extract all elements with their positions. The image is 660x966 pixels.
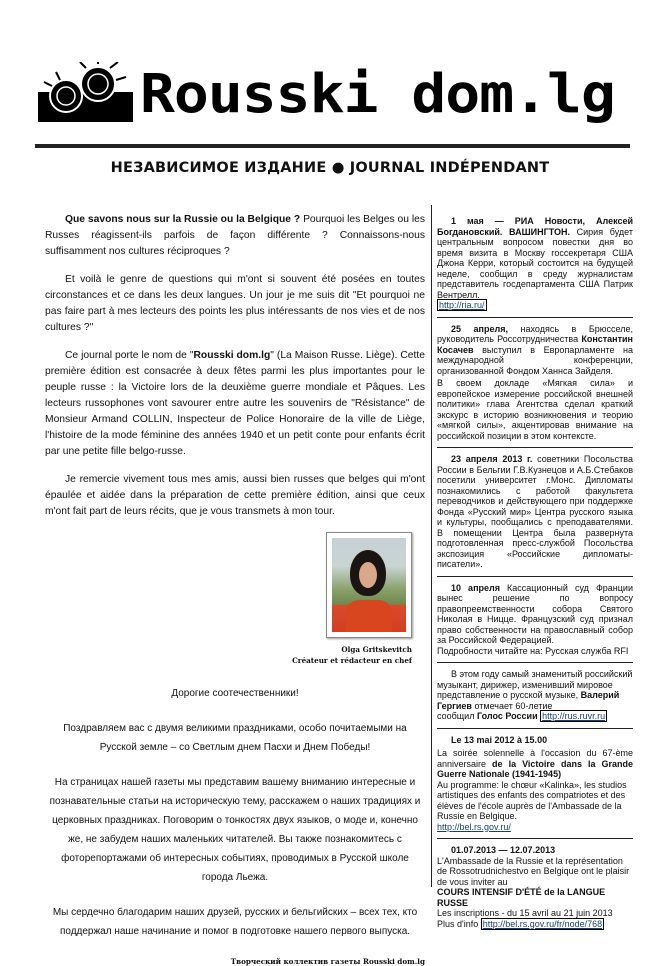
masthead-title: Rousski dom.lg xyxy=(140,62,615,125)
paragraph xyxy=(45,212,425,260)
greeting: Дорогие соотечественники! xyxy=(171,688,299,699)
tagline: НЕЗАВИСИМОЕ ИЗДАНИЕ ● JOURNAL INDÉPENDANT xyxy=(110,160,550,176)
paragraph: Je remercie vivement tous mes amis, aussi bien russes que belges qui m'ont épaulée et aidée dans la préparation de cette première édition, ainsi que ceux m'ont fait part de leurs récits, que je vous transmets à mon tour. xyxy=(45,474,425,517)
paragraph: Мы сердечно благодарим наших друзей, русских и бельгийских – всех тех, кто поддержал наше начинание и помог в подготовке нашего первого выпуска. xyxy=(52,907,418,937)
news-item xyxy=(437,210,633,318)
author-name: Olga Gritskevitch xyxy=(341,645,412,654)
header-rule xyxy=(35,144,630,148)
news-source: Голос России xyxy=(476,711,538,721)
news-lead: 23 апреля 2013 г. xyxy=(451,454,533,464)
news-person: Константин Косачев xyxy=(437,334,633,355)
news-bold: de la Victoire dans la Grande Guerre Nationale xyxy=(437,758,633,779)
news-text: сообщил xyxy=(437,711,477,721)
news-text: находясь в Брюсселе, руководитель Россотрудничества xyxy=(437,323,633,344)
news-text: В этом году самый знаменитый российский музыкант, дирижер, изменивший мировое представление о русской музыке, xyxy=(437,669,633,700)
news-item xyxy=(437,448,633,577)
news-text: Plus d'info xyxy=(437,918,481,929)
news-text: Сирия будет центральным вопросом повестки дня во время визита в Москву госсекретаря США Джона Керри, который состоится на будущей неделе, сообщил в среду журналистам представитель госдепартамента США Патрик Вентрелл. xyxy=(437,226,633,300)
news-item xyxy=(437,577,633,664)
paragraph xyxy=(45,348,425,460)
author-photo xyxy=(326,532,412,638)
author-role: Créateur et rédacteur en chef xyxy=(292,656,412,665)
news-link[interactable]: http://ria.ru/ xyxy=(439,300,485,310)
text: Ce journal porte le nom de " xyxy=(65,350,194,361)
news-heading: Le 13 mai 2012 à 15.00 xyxy=(451,734,548,745)
text: Pourquoi les Belges ou les Russes réagissent-ils parfois de façon différente ? Connaissons-nous suffisamment nos cultures réciproques ? xyxy=(45,214,425,257)
journal-name: Rousski dom.lg xyxy=(193,350,271,361)
news-item xyxy=(437,839,633,935)
news-column xyxy=(437,210,633,935)
news-text: выступил в Европарламенте на международной конференции, организованной Фондом Ханнса Зайделя. xyxy=(437,344,633,376)
photo-caption xyxy=(292,644,412,666)
news-text: Подробности читайте на: Русская служба RFI xyxy=(437,645,629,656)
news-item xyxy=(437,318,633,449)
news-lead: 10 апреля xyxy=(451,582,500,593)
news-link[interactable]: http://bel.rs.gov.ru/ xyxy=(437,821,511,832)
news-person: Валерий Гергиев xyxy=(437,690,620,711)
news-text: Кассационный суд Франции вынес решение по вопросу правопреемственности собора Святого Николая в Ницце. Французский суд признал право собственности на православный собор за Российской Федерацией. xyxy=(437,582,633,645)
news-lead: 25 апреля, xyxy=(451,323,508,334)
author-block xyxy=(45,532,425,666)
logo-emblem xyxy=(38,62,133,122)
news-text: Au programme: le chœur «Kalinka», les studios artistiques des enfants des compatriotes et des élèves de l'école auprès de l'Ambassade de la Russie en Belgique. xyxy=(437,779,627,821)
news-text: La soirée solennelle à l'occasion du 67-ème anniversaire xyxy=(437,748,633,769)
editorial-french xyxy=(45,212,425,520)
news-text: отмечает 60-летие xyxy=(471,700,553,711)
paragraph: Et voilà le genre de questions qui m'ont si souvent été posées en toutes circonstances et ce dans les deux langues. Un jour je me suis dit "Et pourquoi ne pas faire part à mes lecteurs des points les plus intéressants de nos vies et de nos cultures ?" xyxy=(45,274,425,333)
news-heading: 01.07.2013 — 12.07.2013 xyxy=(451,845,556,855)
news-link[interactable]: http://rus.ruvr.ru xyxy=(542,711,606,721)
paragraph: Поздравляем вас с двумя великими праздниками, особо почитаемыми на Русской земле – со Светлым днем Пасхи и Днем Победы! xyxy=(63,723,407,753)
news-text: советники Посольства России в Бельгии Г.В.Кузнецов и А.Б.Стебаков посетили университет г.Монс. Дипломаты познакомились с работой факультета переводчиков и действующего при поддержке Фонда «Русский мир» Центра русского языка и культуры, пообщались с преподавателями. В помещении Центра была развернута подготовленная пресс-службой Посольства экспозиция «Российские дипломаты-писатели». xyxy=(437,454,633,569)
signature: Творческий коллектив газеты Rousski dom.lg xyxy=(230,957,425,966)
news-bold: COURS INTENSIF D'ÉTÉ de la LANGUE RUSSE xyxy=(437,887,606,908)
column-divider xyxy=(431,205,432,887)
news-text: Les inscriptions - du 15 avril au 21 juin 2013 xyxy=(437,908,613,918)
news-lead: 1 мая — РИА Новости, Алексей Богдановский. ВАШИНГТОН. xyxy=(437,216,633,237)
lead-question: Que savons nous sur la Russie ou la Belgique ? xyxy=(65,214,301,225)
editorial-russian xyxy=(45,684,425,941)
text: " (La Maison Russe. Liège). Cette première édition est consacrée à deux fêtes parmi les plus importantes pour le peuple russe : la Victoire lors de la deuxième guerre mondiale et Pâques. Les lecteurs russophones vont savourer entre autre les souvenirs de "Résistance" de Monsieur Armand COLLIN, Inspecteur de Police Honoraire de la ville de Liège, l'histoire de la mode féminine des années 1940 et un petit conte pour enfants écrit par une petite fille belgo-russe. xyxy=(45,350,425,457)
news-item xyxy=(437,729,633,840)
paragraph: На страницах нашей газеты мы представим вашему вниманию интересные и познавательные статьи на историческую тему, расскажем о наших традициях и церковных праздниках. Поговорим о тонкостях двух языков, о моде и, конечно же, не забудем наших маленьких читателей. Вы также познакомитесь с фоторепортажами об интересных событиях, проводимых в Русской школе города Льежа. xyxy=(49,777,421,883)
news-text: L'Ambassade de la Russie et la représentation de Rossotrudnichestvo en Belgique ont le plaisir de vous inviter au xyxy=(437,855,630,887)
left-column xyxy=(45,212,425,966)
news-item xyxy=(437,663,633,729)
news-link[interactable]: http://bel.rs.gov.ru/fr/node/768 xyxy=(482,918,603,929)
news-text: В своем докладе «Мягкая сила» и европейское измерение российской внешней политики» глава Агентства сделал краткий экскурс в историю возникновения и теорию «мягкой силы», акцентировав внимание на российской позиции в этом контексте. xyxy=(437,378,633,441)
news-text: (1941-1945) xyxy=(509,769,562,779)
